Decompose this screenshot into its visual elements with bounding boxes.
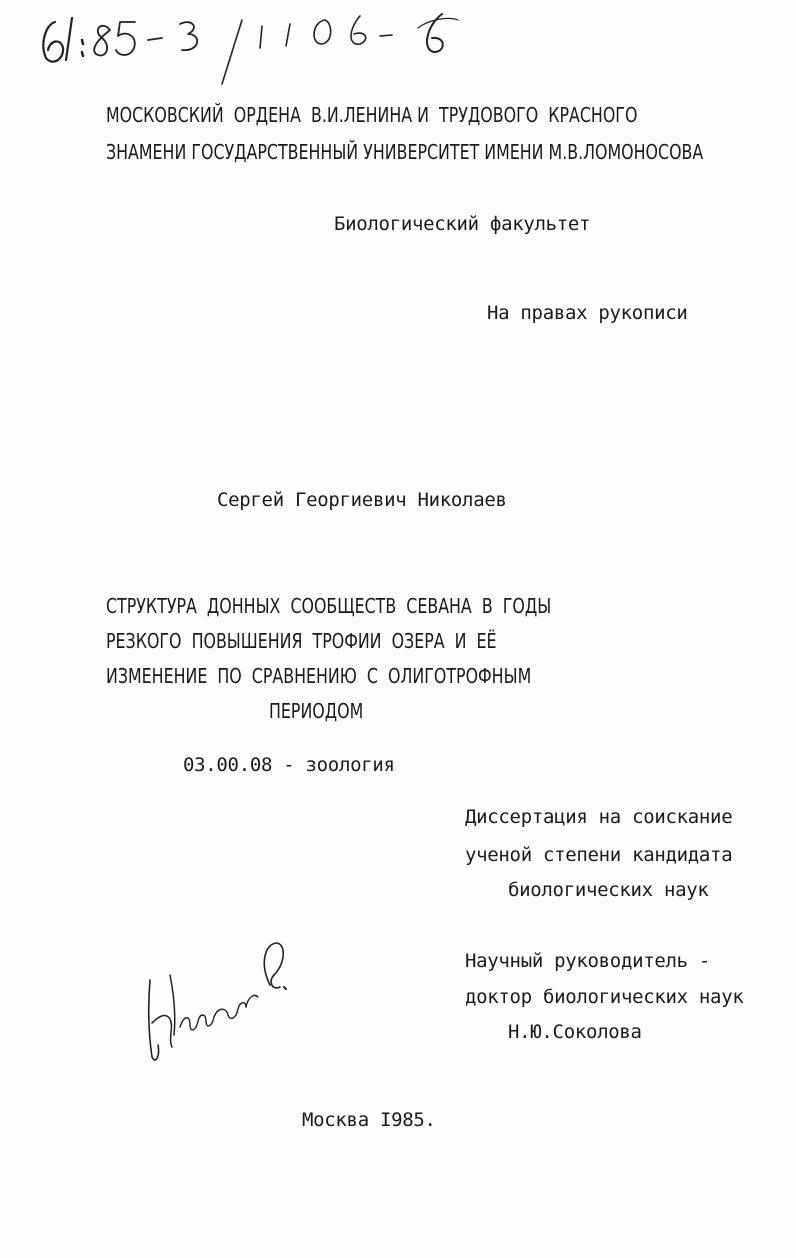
thesis-title-line2: РЕЗКОГО ПОВЫШЕНИЯ ТРОФИИ ОЗЕРА И ЕЁ [106,629,497,653]
thesis-title-line1: СТРУКТУРА ДОННЫХ СООБЩЕСТВ СЕВАНА В ГОДЫ [106,594,552,618]
supervisor-line1: Научный руководитель - [465,950,711,972]
dissertation-line2: ученой степени кандидата [465,844,733,866]
manuscript-note: На правах рукописи [487,302,688,324]
supervisor-name: Н.Ю.Соколова [508,1021,642,1043]
supervisor-line2: доктор биологических наук [465,986,744,1008]
thesis-title-line3: ИЗМЕНЕНИЕ ПО СРАВНЕНИЮ С ОЛИГОТРОФНЫМ [106,664,532,688]
dissertation-line3: биологических наук [508,879,709,901]
city-year: Москва I985. [302,1109,436,1131]
dissertation-line1: Диссертация на соискание [465,806,733,828]
faculty: Биологический факультет [334,213,591,235]
specialty-code: 03.00.08 - зоология [183,754,395,776]
thesis-title-line4: ПЕРИОДОМ [269,699,364,723]
archive-stamp [30,0,470,90]
author-name: Сергей Георгиевич Николаев [217,489,507,511]
university-name-line2: ЗНАМЕНИ ГОСУДАРСТВЕННЫЙ УНИВЕРСИТЕТ ИМЕНИ М.В.ЛОМОНОСОВА [106,140,704,164]
university-name-line1: МОСКОВСКИЙ ОРДЕНА В.И.ЛЕНИНА И ТРУДОВОГО КРАСНОГО [106,103,638,127]
author-signature [130,935,300,1075]
